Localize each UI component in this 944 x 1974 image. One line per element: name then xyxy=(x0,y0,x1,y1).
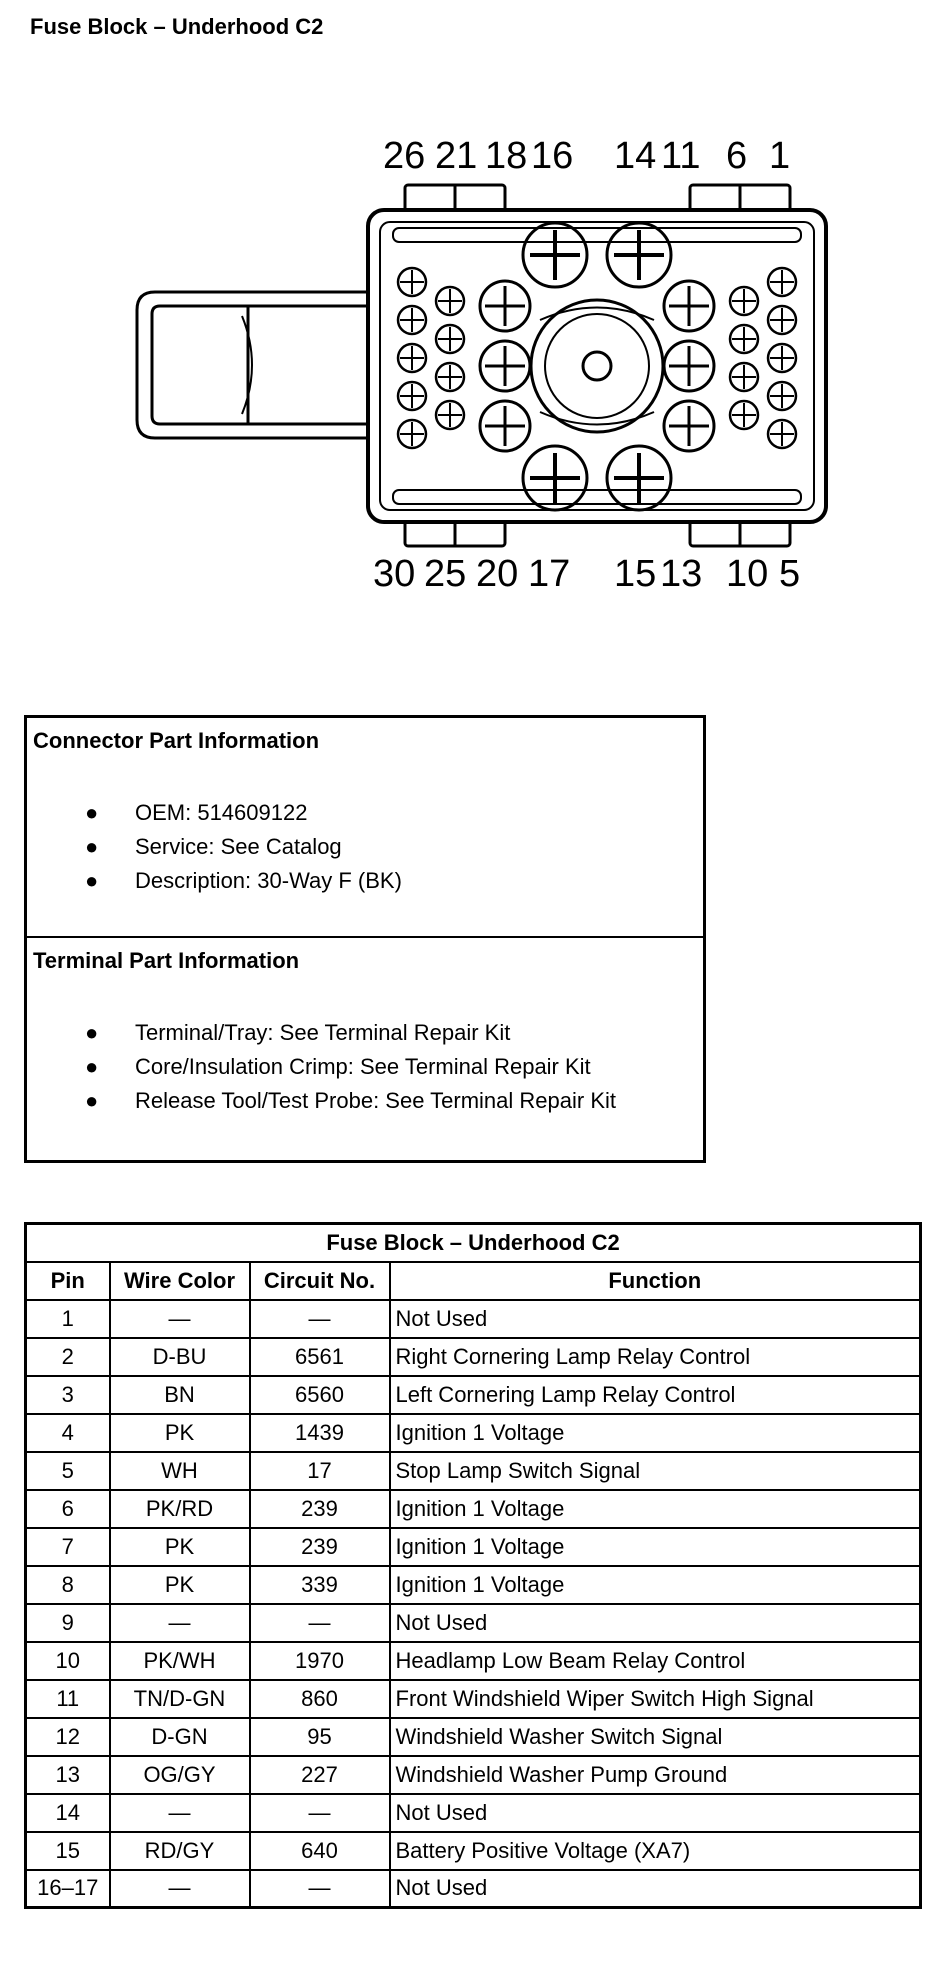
part-info-box xyxy=(24,715,706,1163)
cell-pin: 7 xyxy=(26,1528,110,1566)
table-row xyxy=(26,1680,921,1718)
cell-wire-color: RD/GY xyxy=(110,1832,250,1870)
cell-pin: 13 xyxy=(26,1756,110,1794)
cell-circuit-no: 1970 xyxy=(250,1642,390,1680)
cell-circuit-no: 17 xyxy=(250,1452,390,1490)
cell-circuit-no: 339 xyxy=(250,1566,390,1604)
cell-circuit-no: 95 xyxy=(250,1718,390,1756)
table-row xyxy=(26,1604,921,1642)
table-row xyxy=(26,1300,921,1338)
table-row xyxy=(26,1756,921,1794)
cell-pin: 2 xyxy=(26,1338,110,1376)
top-pin-numbers xyxy=(383,135,790,177)
list-item-text: Core/Insulation Crimp: See Terminal Repair Kit xyxy=(135,1054,591,1079)
table-caption-row xyxy=(26,1224,921,1262)
cell-wire-color: D-BU xyxy=(110,1338,250,1376)
pin-number: 11 xyxy=(661,135,701,177)
pin-number: 15 xyxy=(614,553,657,595)
pin-number: 1 xyxy=(769,135,791,177)
table-row xyxy=(26,1528,921,1566)
cell-wire-color: WH xyxy=(110,1452,250,1490)
cell-function: Windshield Washer Switch Signal xyxy=(390,1718,921,1756)
table-body xyxy=(26,1300,921,1908)
cell-circuit-no: 640 xyxy=(250,1832,390,1870)
cell-circuit-no: 239 xyxy=(250,1528,390,1566)
column-header-pin: Pin xyxy=(26,1262,110,1300)
cell-wire-color: PK xyxy=(110,1414,250,1452)
cell-function: Headlamp Low Beam Relay Control xyxy=(390,1642,921,1680)
cell-wire-color: OG/GY xyxy=(110,1756,250,1794)
terminal-info-heading: Terminal Part Information xyxy=(33,948,300,973)
table-row xyxy=(26,1376,921,1414)
list-item-text: Service: See Catalog xyxy=(135,834,342,859)
cell-pin: 15 xyxy=(26,1832,110,1870)
cell-pin: 9 xyxy=(26,1604,110,1642)
pin-number: 6 xyxy=(726,135,748,177)
cell-wire-color: — xyxy=(110,1870,250,1908)
list-item-text: Description: 30-Way F (BK) xyxy=(135,868,402,893)
cell-circuit-no: 1439 xyxy=(250,1414,390,1452)
cell-wire-color: — xyxy=(110,1604,250,1642)
list-item xyxy=(27,1084,616,1118)
cell-pin: 16–17 xyxy=(26,1870,110,1908)
column-header-circuit-no: Circuit No. xyxy=(250,1262,390,1300)
cell-function: Not Used xyxy=(390,1870,921,1908)
table-row xyxy=(26,1870,921,1908)
bullet-icon: ● xyxy=(85,834,99,859)
cell-pin: 12 xyxy=(26,1718,110,1756)
cell-pin: 1 xyxy=(26,1300,110,1338)
pin-number: 10 xyxy=(726,553,769,595)
connector-latch xyxy=(137,292,368,438)
cell-function: Battery Positive Voltage (XA7) xyxy=(390,1832,921,1870)
column-header-wire-color: Wire Color xyxy=(110,1262,250,1300)
pin-number: 25 xyxy=(424,553,467,595)
cell-pin: 10 xyxy=(26,1642,110,1680)
pin-number: 16 xyxy=(531,135,574,177)
cell-function: Right Cornering Lamp Relay Control xyxy=(390,1338,921,1376)
list-item-text: Release Tool/Test Probe: See Terminal Repair Kit xyxy=(135,1088,616,1113)
table-row xyxy=(26,1338,921,1376)
connector-housing xyxy=(368,210,826,522)
list-item xyxy=(27,830,402,864)
bullet-icon: ● xyxy=(85,868,99,893)
bullet-icon: ● xyxy=(85,1088,99,1113)
cell-circuit-no: 227 xyxy=(250,1756,390,1794)
pin-number: 14 xyxy=(614,135,657,177)
cell-function: Ignition 1 Voltage xyxy=(390,1528,921,1566)
cell-circuit-no: 860 xyxy=(250,1680,390,1718)
list-item xyxy=(27,864,402,898)
cell-pin: 5 xyxy=(26,1452,110,1490)
cell-wire-color: TN/D-GN xyxy=(110,1680,250,1718)
table-row xyxy=(26,1414,921,1452)
pin-number: 20 xyxy=(476,553,519,595)
terminal-info-section xyxy=(27,938,703,1160)
cell-circuit-no: — xyxy=(250,1794,390,1832)
list-item xyxy=(27,1050,616,1084)
table-row xyxy=(26,1718,921,1756)
terminal-info-list xyxy=(27,1016,616,1118)
table-row xyxy=(26,1566,921,1604)
pin-number: 26 xyxy=(383,135,426,177)
cell-circuit-no: 6561 xyxy=(250,1338,390,1376)
cell-circuit-no: — xyxy=(250,1870,390,1908)
table-row xyxy=(26,1794,921,1832)
list-item xyxy=(27,796,402,830)
column-header-function: Function xyxy=(390,1262,921,1300)
cell-pin: 4 xyxy=(26,1414,110,1452)
connector-info-list xyxy=(27,796,402,898)
list-item-text: Terminal/Tray: See Terminal Repair Kit xyxy=(135,1020,511,1045)
cell-pin: 6 xyxy=(26,1490,110,1528)
table-caption: Fuse Block – Underhood C2 xyxy=(26,1224,921,1262)
bullet-icon: ● xyxy=(85,800,99,825)
pin-number: 18 xyxy=(485,135,528,177)
list-item-text: OEM: 514609122 xyxy=(135,800,308,825)
cell-circuit-no: — xyxy=(250,1300,390,1338)
cell-function: Not Used xyxy=(390,1300,921,1338)
cell-function: Ignition 1 Voltage xyxy=(390,1414,921,1452)
connector-info-heading: Connector Part Information xyxy=(33,728,320,753)
bullet-icon: ● xyxy=(85,1054,99,1079)
pin-number: 13 xyxy=(660,553,703,595)
cell-pin: 11 xyxy=(26,1680,110,1718)
cell-circuit-no: 6560 xyxy=(250,1376,390,1414)
cell-function: Ignition 1 Voltage xyxy=(390,1566,921,1604)
cell-wire-color: PK xyxy=(110,1566,250,1604)
pin-number: 5 xyxy=(779,553,801,595)
table-header-row xyxy=(26,1262,921,1300)
cell-wire-color: — xyxy=(110,1794,250,1832)
table-row xyxy=(26,1832,921,1870)
cell-wire-color: D-GN xyxy=(110,1718,250,1756)
cell-function: Not Used xyxy=(390,1794,921,1832)
cell-function: Not Used xyxy=(390,1604,921,1642)
table-row xyxy=(26,1452,921,1490)
bottom-pin-numbers xyxy=(373,553,800,595)
cell-wire-color: PK/WH xyxy=(110,1642,250,1680)
cell-pin: 8 xyxy=(26,1566,110,1604)
cell-wire-color: PK xyxy=(110,1528,250,1566)
connector-diagram xyxy=(0,130,944,610)
connector-info-section xyxy=(27,718,703,938)
pin-number: 21 xyxy=(435,135,478,177)
cell-function: Windshield Washer Pump Ground xyxy=(390,1756,921,1794)
cell-wire-color: BN xyxy=(110,1376,250,1414)
cell-wire-color: — xyxy=(110,1300,250,1338)
list-item xyxy=(27,1016,616,1050)
cell-wire-color: PK/RD xyxy=(110,1490,250,1528)
cell-circuit-no: 239 xyxy=(250,1490,390,1528)
pin-number: 30 xyxy=(373,553,416,595)
cell-function: Stop Lamp Switch Signal xyxy=(390,1452,921,1490)
pinout-table xyxy=(24,1222,922,1909)
cell-pin: 3 xyxy=(26,1376,110,1414)
cell-circuit-no: — xyxy=(250,1604,390,1642)
pin-number: 17 xyxy=(528,553,571,595)
cell-function: Left Cornering Lamp Relay Control xyxy=(390,1376,921,1414)
table-row xyxy=(26,1642,921,1680)
cell-function: Front Windshield Wiper Switch High Signal xyxy=(390,1680,921,1718)
cell-function: Ignition 1 Voltage xyxy=(390,1490,921,1528)
cell-pin: 14 xyxy=(26,1794,110,1832)
page-title: Fuse Block – Underhood C2 xyxy=(30,14,324,39)
table-row xyxy=(26,1490,921,1528)
bullet-icon: ● xyxy=(85,1020,99,1045)
